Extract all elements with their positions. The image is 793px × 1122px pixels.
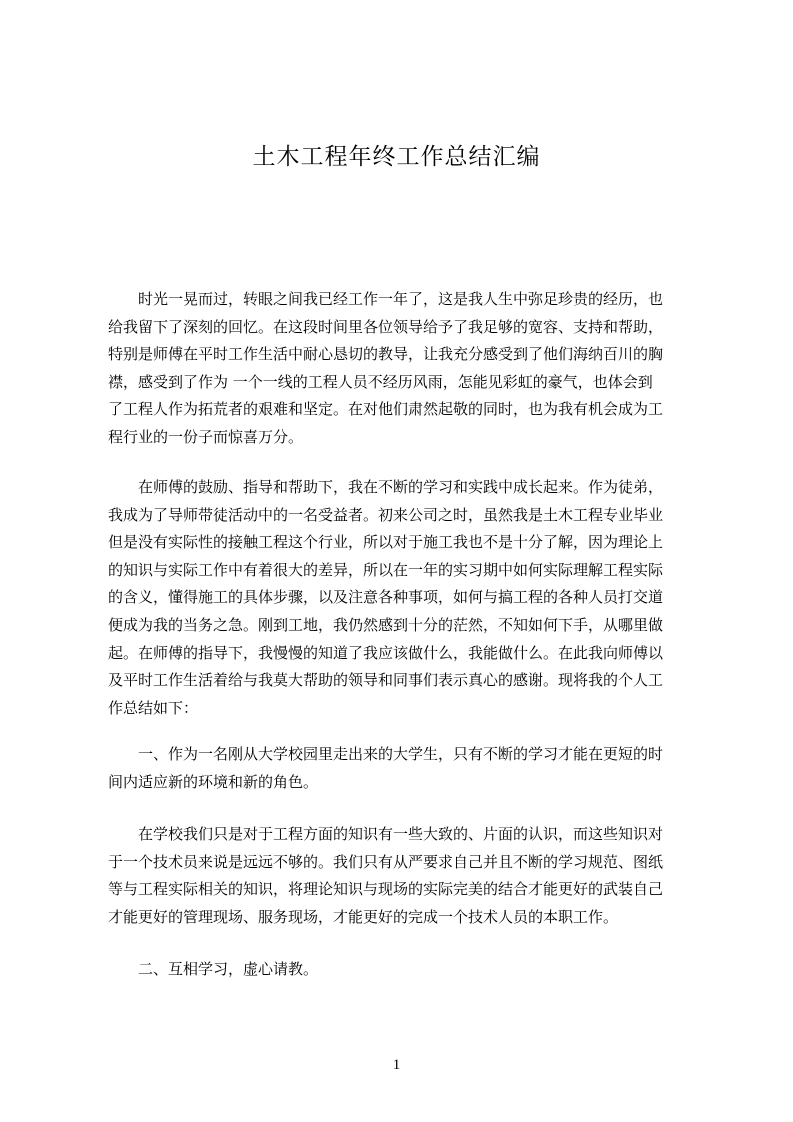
paragraph-line: 一、作为一名刚从大学校园里走出来的大学生，只有不断的学习才能在更短的时 bbox=[138, 745, 664, 763]
document-title: 土木工程年终工作总结汇编 bbox=[252, 144, 541, 170]
paragraph-line: 了工程人作为拓荒者的艰难和坚定。在对他们肃然起敬的同时，也为我有机会成为工 bbox=[108, 400, 664, 419]
paragraph-line: 在学校我们只是对于工程方面的知识有一些大致的、片面的认识，而这些知识对 bbox=[138, 825, 664, 843]
page-number: 1 bbox=[392, 1057, 401, 1073]
paragraph-line: 便成为我的当务之急。刚到工地，我仍然感到十分的茫然，不知如何下手，从哪里做 bbox=[108, 615, 664, 634]
paragraph-5 bbox=[108, 956, 698, 984]
paragraph-line: 的含义，懂得施工的具体步骤，以及注意各种事项，如何与搞工程的各种人员打交道 bbox=[108, 588, 664, 607]
paragraph-2 bbox=[108, 474, 698, 722]
paragraph-line: 在师傅的鼓励、指导和帮助下，我在不断的学习和实践中成长起来。作为徒弟， bbox=[138, 478, 664, 496]
paragraph-3 bbox=[108, 741, 698, 796]
paragraph-line: 才能更好的管理现场、服务现场，才能更好的完成一个技术人员的本职工作。 bbox=[108, 907, 619, 926]
paragraph-line: 程行业的一份子而惊喜万分。 bbox=[108, 427, 304, 446]
paragraph-4 bbox=[108, 821, 698, 931]
paragraph-line: 的知识与实际工作中有着很大的差异，所以在一年的实习期中如何实际理解工程实际 bbox=[108, 560, 664, 579]
paragraph-line: 及平时工作生活着给与我莫大帮助的领导和同事们表示真心的感谢。现将我的个人工 bbox=[108, 671, 664, 690]
paragraph-line: 于一个技术员来说是远远不够的。我们只有从严要求自己并且不断的学习规范、图纸 bbox=[108, 852, 664, 871]
paragraph-line: 起。在师傅的指导下，我慢慢的知道了我应该做什么，我能做什么。在此我向师傅以 bbox=[108, 643, 664, 662]
paragraph-line: 时光一晃而过，转眼之间我已经工作一年了，这是我人生中弥足珍贵的经历，也 bbox=[138, 290, 664, 308]
paragraph-1 bbox=[108, 286, 698, 452]
paragraph-line: 二、互相学习，虚心请教。 bbox=[138, 960, 319, 978]
paragraph-line: 我成为了导师带徒活动中的一名受益者。初来公司之时，虽然我是土木工程专业毕业 bbox=[108, 505, 664, 524]
paragraph-line: 间内适应新的环境和新的角色。 bbox=[108, 772, 319, 791]
paragraph-line: 特别是师傅在平时工作生活中耐心恳切的教导，让我充分感受到了他们海纳百川的胸 bbox=[108, 345, 664, 364]
paragraph-line: 但是没有实际性的接触工程这个行业，所以对于施工我也不是十分了解，因为理论上 bbox=[108, 533, 664, 552]
paragraph-line: 作总结如下： bbox=[108, 698, 199, 717]
paragraph-line: 襟，感受到了作为 一个一线的工程人员不经历风雨，怎能见彩虹的豪气，也体会到 bbox=[108, 372, 653, 391]
paragraph-line: 给我留下了深刻的回忆。在这段时间里各位领导给予了我足够的宽容、支持和帮助， bbox=[108, 317, 664, 336]
paragraph-line: 等与工程实际相关的知识，将理论知识与现场的实际完美的结合才能更好的武装自己 bbox=[108, 880, 664, 899]
